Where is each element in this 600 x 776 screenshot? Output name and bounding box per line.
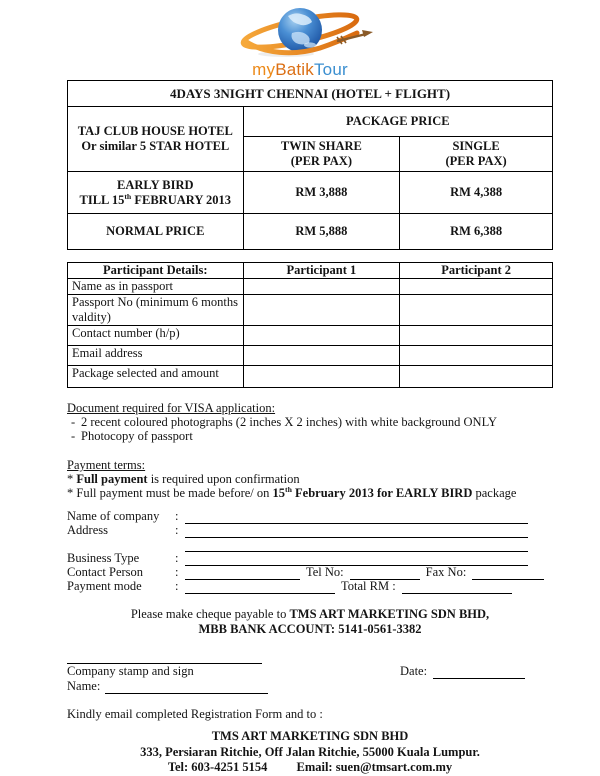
- business-type-label: Business Type: [67, 551, 140, 565]
- early-bird-label: EARLY BIRD TILL 15th FEBRUARY 2013: [68, 172, 244, 214]
- participant-1-package-cell: [243, 366, 400, 388]
- payment-terms-section: [67, 458, 553, 500]
- brand-my: my: [252, 60, 276, 79]
- payment-mode-field: [185, 582, 335, 594]
- dash-bullet: -: [71, 429, 76, 443]
- list-item: [67, 415, 553, 429]
- contact-person-field: [185, 568, 300, 580]
- normal-twin-price: RM 5,888: [243, 214, 400, 250]
- address-label: Address: [67, 523, 108, 537]
- company-name-field: [185, 512, 528, 524]
- date-field: [433, 667, 525, 679]
- payment-mode-label: Payment mode: [67, 579, 142, 593]
- company-name-label: Name of company: [67, 509, 160, 523]
- participant-1-email-cell: [243, 346, 400, 366]
- package-price-table: [67, 80, 553, 250]
- date-label: Date:: [400, 664, 428, 678]
- name-field: [105, 682, 268, 694]
- early-bird-single-price: RM 4,388: [400, 172, 553, 214]
- hotel-cell: [68, 107, 244, 172]
- brand-name: [0, 61, 600, 79]
- participant-2-name-cell: [400, 279, 553, 295]
- table-row: [68, 366, 553, 388]
- participant-table: [67, 262, 553, 388]
- footer-tel: Tel: 603-4251 5154: [167, 760, 268, 774]
- brand-tour: Tour: [313, 60, 348, 79]
- hotel-note: Or similar 5 STAR HOTEL: [81, 139, 230, 153]
- table-row: [68, 326, 553, 346]
- address-row: Address :: [67, 524, 553, 538]
- cheque-line-1: Please make cheque payable to TMS ART MARKETING SDN BHD,: [130, 607, 490, 621]
- tel-no-label: Tel No:: [306, 565, 344, 579]
- visa-item-passport: Photocopy of passport: [81, 429, 193, 443]
- contact-person-row: Contact Person : Tel No: Fax No:: [67, 566, 553, 580]
- brand-batik: Batik: [275, 60, 314, 79]
- participant-1-contact-cell: [243, 326, 400, 346]
- business-type-field: [185, 554, 528, 566]
- company-form: [67, 510, 553, 594]
- visa-item-photos: 2 recent coloured photographs (2 inches X 2 inches) with white background ONLY: [81, 415, 497, 429]
- row-label: Email address: [68, 346, 244, 366]
- price-header: PACKAGE PRICE: [243, 107, 552, 137]
- participant-2-passport-cell: [400, 295, 553, 326]
- footer-company: TMS ART MARKETING SDN BHD: [211, 729, 409, 743]
- footer-email: Email: suen@tmsart.com.my: [296, 760, 453, 774]
- company-name-row: Name of company :: [67, 510, 553, 524]
- logo: [0, 0, 600, 79]
- footer-address: 333, Persiaran Ritchie, Off Jalan Ritchie, 55000 Kuala Lumpur.: [140, 744, 480, 759]
- contact-person-label: Contact Person: [67, 565, 144, 579]
- table-row: [68, 214, 553, 250]
- participant-2-package-cell: [400, 366, 553, 388]
- participant-1-passport-cell: [243, 295, 400, 326]
- fax-no-field: [472, 568, 544, 580]
- table-row: [68, 295, 553, 326]
- total-rm-field: [402, 582, 512, 594]
- stamp-signature-line: [67, 652, 262, 664]
- row-label: Passport No (minimum 6 months valdity): [68, 295, 244, 326]
- visa-heading: Document required for VISA application:: [67, 401, 276, 415]
- cheque-instructions: [67, 607, 553, 637]
- early-bird-twin-price: RM 3,888: [243, 172, 400, 214]
- row-label: Name as in passport: [68, 279, 244, 295]
- visa-section: [67, 401, 553, 443]
- payment-mode-row: Payment mode : Total RM :: [67, 580, 553, 594]
- single-header: SINGLE (PER PAX): [400, 137, 553, 172]
- signature-block: [67, 652, 553, 694]
- participant-2-contact-cell: [400, 326, 553, 346]
- address-field-line-2: [185, 540, 528, 552]
- dash-bullet: -: [71, 415, 76, 429]
- table-row: [68, 172, 553, 214]
- company-stamp-label: Company stamp and sign: [67, 664, 194, 678]
- footer-tel-email: [67, 760, 553, 776]
- table-row: [68, 279, 553, 295]
- normal-single-price: RM 6,388: [400, 214, 553, 250]
- package-title: 4DAYS 3NIGHT CHENNAI (HOTEL + FLIGHT): [68, 81, 553, 107]
- participant-1-name-cell: [243, 279, 400, 295]
- business-type-row: Business Type :: [67, 552, 553, 566]
- payment-terms-heading: Payment terms:: [67, 458, 146, 472]
- normal-price-label: NORMAL PRICE: [68, 214, 244, 250]
- participant-1-header: Participant 1: [243, 263, 400, 279]
- participant-2-email-cell: [400, 346, 553, 366]
- name-row: [67, 679, 553, 694]
- participant-details-header: Participant Details:: [68, 263, 244, 279]
- globe-swoosh-arrow-icon: [220, 4, 380, 60]
- email-instruction: Kindly email completed Registration Form and to :: [67, 707, 323, 721]
- payment-term-line-2: * Full payment must be made before/ on 15th February 2013 for EARLY BIRD package: [67, 484, 517, 500]
- row-label: Contact number (h/p): [68, 326, 244, 346]
- date-row: [400, 664, 525, 679]
- address-continuation-row: [67, 538, 553, 552]
- table-row: [68, 346, 553, 366]
- twin-share-header: TWIN SHARE (PER PAX): [243, 137, 400, 172]
- total-rm-label: Total RM :: [341, 579, 396, 593]
- participant-header-row: [68, 263, 553, 279]
- fax-no-label: Fax No:: [425, 565, 467, 579]
- row-label: Package selected and amount: [68, 366, 244, 388]
- payment-term-line-1: * Full payment is required upon confirmation: [67, 472, 300, 486]
- bank-account-line: MBB BANK ACCOUNT: 5141-0561-3382: [198, 622, 422, 636]
- hotel-name: TAJ CLUB HOUSE HOTEL: [77, 124, 233, 138]
- address-field: [185, 526, 528, 538]
- name-label: Name:: [67, 679, 101, 693]
- footer-contact-block: [67, 729, 553, 776]
- participant-2-header: Participant 2: [400, 263, 553, 279]
- list-item: [67, 429, 553, 443]
